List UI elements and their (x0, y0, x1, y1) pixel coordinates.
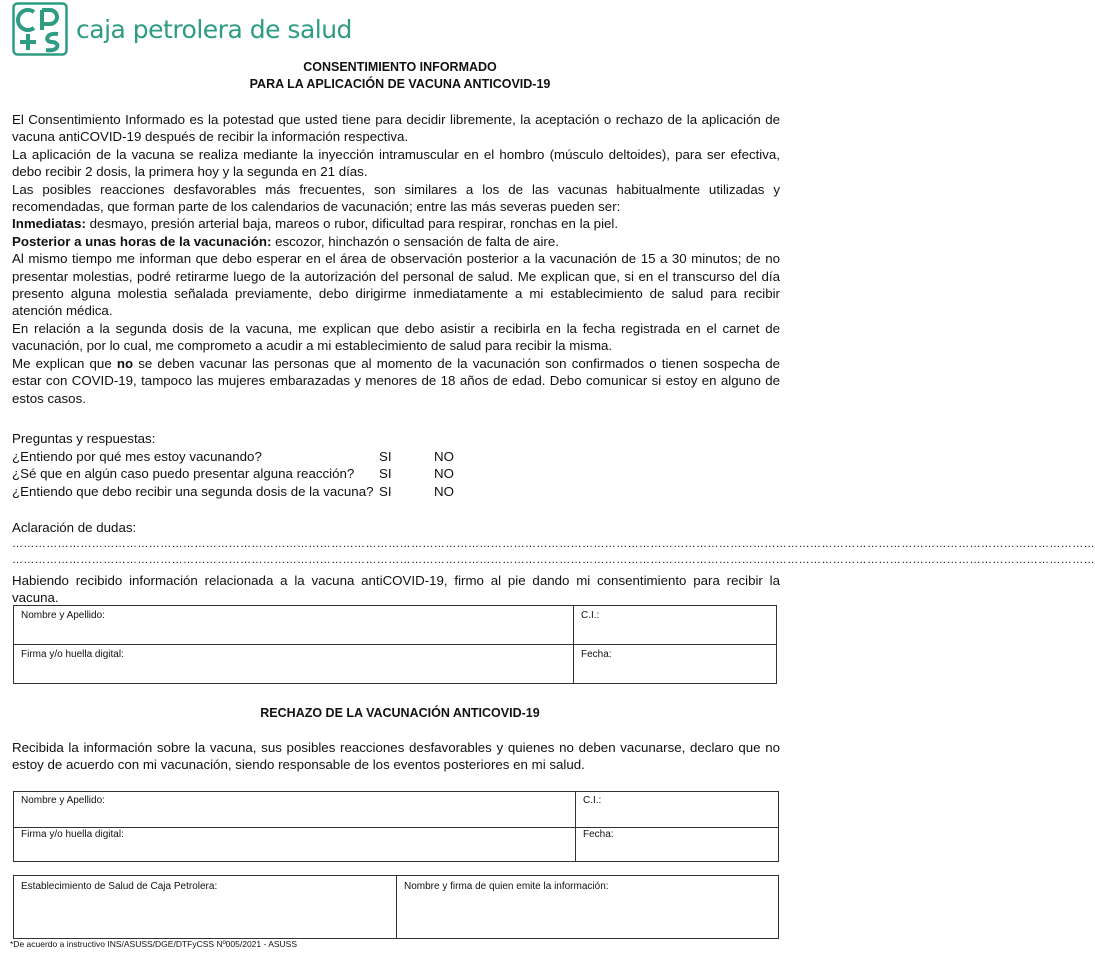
exclusions-text-b: se deben vacunar las personas que al momento de la vacunación son confirmados o tienen sospecha de estar con COVID-19, tampoco las mujeres embarazadas y menores de 18 años de edad. Debo comunicar si estoy en alguno de estos casos. (12, 355, 780, 406)
cps-logo-icon (12, 2, 68, 56)
doubts-line[interactable]: …………………………………………………………………………………………………………………………………………………………………………………………………………………………………………………………… (12, 538, 1095, 550)
doubts-heading: Aclaración de dudas: (12, 520, 137, 535)
signature-field[interactable]: Firma y/o huella digital: (21, 829, 124, 840)
paragraph-second-dose: En relación a la segunda dosis de la vacuna, me explican que debo asistir a recibirla en la fecha registrada en el carnet de vacunación, por lo cual, me comprometo a acudir a mi establecimiento de salud para recibir la misma. (12, 320, 780, 354)
answer-no[interactable]: NO (434, 483, 454, 499)
form-divider (14, 644, 776, 645)
rejection-text: Recibida la información sobre la vacuna, sus posibles reacciones desfavorables y quienes no deben vacunarse, declaro que no estoy de acuerdo con mi vacunación, siendo responsable de los eventos posteriores en mi salud. (12, 740, 780, 773)
brand-name: caja petrolera de salud (76, 14, 352, 44)
ci-field[interactable]: C.I.: (583, 795, 602, 806)
name-field[interactable]: Nombre y Apellido: (21, 795, 105, 806)
question-text: ¿Sé que en algún caso puedo presentar alguna reacción? (12, 466, 355, 482)
later-text: escozor, hinchazón o sensación de falta de aire. (271, 233, 559, 249)
date-field[interactable]: Fecha: (581, 649, 612, 660)
form-divider (396, 876, 397, 938)
later-label: Posterior a unas horas de la vacunación: (12, 233, 272, 249)
date-field[interactable]: Fecha: (583, 829, 614, 840)
exclusions-no: no (116, 355, 134, 371)
ci-field[interactable]: C.I.: (581, 610, 600, 621)
issuer-field[interactable]: Nombre y firma de quien emite la información: (404, 881, 609, 892)
rejection-title: RECHAZO DE LA VACUNACIÓN ANTICOVID-19 (260, 706, 540, 720)
question-text: ¿Entiendo que debo recibir una segunda dosis de la vacuna? (12, 483, 374, 499)
rejection-signature-form (13, 791, 779, 862)
immediate-text: desmayo, presión arterial baja, mareos o rubor, dificultad para respirar, ronchas en la piel. (85, 216, 619, 232)
paragraph-definition: El Consentimiento Informado es la potestad que usted tiene para decidir libremente, la aceptación o rechazo de la aplicación de vacuna antiCOVID-19 después de recibir la información respectiva. (12, 112, 780, 145)
answer-si[interactable]: SI (379, 483, 392, 499)
header (12, 2, 352, 56)
question-row (12, 483, 454, 501)
name-field[interactable]: Nombre y Apellido: (21, 610, 105, 621)
consent-statement: Habiendo recibido información relacionada a la vacuna antiCOVID-19, firmo al pie dando mi consentimiento para recibir la vacuna. (12, 573, 780, 606)
document-subtitle: PARA LA APLICACIÓN DE VACUNA ANTICOVID-19 (249, 77, 551, 91)
form-divider (14, 827, 778, 828)
answer-no[interactable]: NO (434, 466, 454, 482)
paragraph-observation: Al mismo tiempo me informan que debo esperar en el área de observación posterior a la vacunación de 15 a 30 minutos; de no presentar molestias, podré retirarme luego de la autorización del personal de salud. Me explican que, si en el transcurso del día presento alguna molestia señalada previamente, debo dirigirme inmediatamente a mi establecimiento de salud para recibir atención médica. (12, 251, 780, 319)
form-divider (573, 606, 574, 683)
paragraph-application: La aplicación de la vacuna se realiza mediante la inyección intramuscular en el hombro (músculo deltoides), para ser efectiva, debo recibir 2 dosis, la primera hoy y la segunda en 21 días. (12, 146, 780, 180)
paragraph-exclusions (12, 355, 780, 407)
answer-si[interactable]: SI (379, 466, 392, 482)
answer-si[interactable]: SI (379, 448, 392, 464)
paragraph-immediate (12, 215, 780, 232)
questions-section (12, 430, 454, 500)
paragraph-later (12, 233, 780, 250)
question-text: ¿Entiendo por qué mes estoy vacunando? (12, 448, 262, 464)
questions-heading: Preguntas y respuestas: (12, 431, 156, 446)
consent-signature-form (13, 605, 777, 684)
signature-field[interactable]: Firma y/o huella digital: (21, 649, 124, 660)
establishment-field[interactable]: Establecimiento de Salud de Caja Petrolera: (21, 881, 218, 892)
question-row (12, 448, 454, 466)
question-row (12, 465, 454, 483)
paragraph-reactions: Las posibles reacciones desfavorables más frecuentes, son similares a los de las vacunas habitualmente utilizadas y recomendadas, que forman parte de los calendarios de vacunación; entre las más severas pueden ser: (12, 181, 780, 215)
footnote: *De acuerdo a instructivo INS/ASUSS/DGE/DTFyCSS Nº005/2021 - ASUSS (10, 939, 298, 949)
immediate-label: Inmediatas: (12, 216, 86, 232)
consent-body (12, 111, 780, 407)
document-title: CONSENTIMIENTO INFORMADO (303, 60, 497, 74)
form-divider (575, 792, 576, 861)
answer-no[interactable]: NO (434, 448, 454, 464)
establishment-form (13, 875, 779, 939)
doubts-line[interactable]: …………………………………………………………………………………………………………………………………………………………………………………………………………………………………………………………… (12, 554, 1095, 566)
exclusions-text-a: Me explican que (12, 355, 117, 371)
